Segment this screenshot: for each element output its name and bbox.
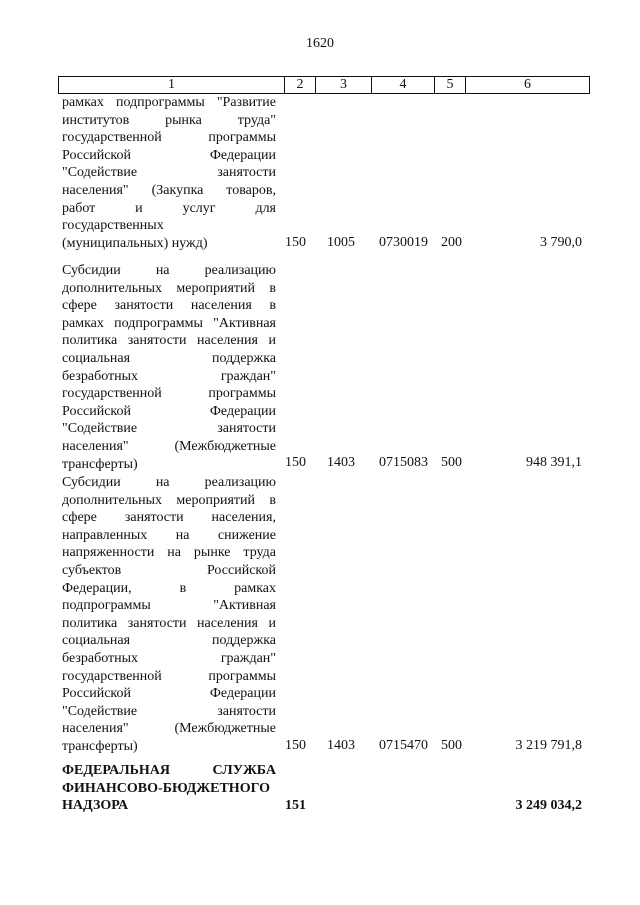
description-line: трансферты) [62, 456, 138, 472]
total-amount: 3 249 034,2 [515, 798, 582, 813]
description-line: социальная поддержка [62, 350, 276, 366]
header-col-5: 5 [446, 77, 454, 92]
description-line: субъектов Российской [62, 562, 276, 578]
amount: 3 790,0 [540, 235, 582, 250]
description-line: государственных [62, 218, 164, 234]
section-code: 1403 [327, 738, 355, 753]
description-line: социальная поддержка [62, 633, 276, 649]
description-line: ФЕДЕРАЛЬНАЯ СЛУЖБА [62, 763, 276, 778]
description-line: рамках подпрограммы "Активная [62, 315, 276, 331]
description-line: Федерации, в рамках [62, 580, 276, 596]
expense-type-code: 200 [441, 235, 462, 250]
total-description [62, 762, 276, 815]
description-line: направленных на снижение [62, 527, 276, 543]
description-line: сфере занятости населения, [62, 510, 276, 526]
table-header [58, 76, 590, 94]
description-line: Субсидии на реализацию [62, 263, 276, 278]
description-line: населения" (Межбюджетные [62, 721, 276, 737]
total-admin-code: 151 [285, 798, 306, 813]
description-line: "Содействие занятости [62, 703, 276, 719]
description-line: населения" (Закупка товаров, [62, 182, 276, 198]
section-code: 1403 [327, 455, 355, 470]
description-line: безработных граждан" [62, 650, 276, 666]
description-line: институтов рынка труда" [62, 112, 276, 128]
description-line: государственной программы [62, 130, 276, 146]
description-line: (муниципальных) нужд) [62, 235, 208, 251]
header-col-2: 2 [296, 77, 304, 92]
description-line: "Содействие занятости [62, 165, 276, 181]
page-number: 1620 [306, 36, 334, 51]
description-line: Российской Федерации [62, 403, 276, 419]
description-line: государственной программы [62, 668, 276, 684]
amount: 3 219 791,8 [515, 738, 582, 753]
row-description [62, 262, 276, 473]
admin-code: 150 [285, 455, 306, 470]
description-line: дополнительных мероприятий в [62, 280, 276, 296]
description-line: политика занятости населения и [62, 615, 276, 631]
target-code: 0730019 [379, 235, 428, 250]
description-line: Российской Федерации [62, 147, 276, 163]
description-line: политика занятости населения и [62, 333, 276, 349]
row-description [62, 474, 276, 756]
description-line: напряженности на рынке труда [62, 545, 276, 561]
description-line: населения" (Межбюджетные [62, 438, 276, 454]
target-code: 0715083 [379, 455, 428, 470]
description-line: работ и услуг для [62, 200, 276, 216]
description-line: подпрограммы "Активная [62, 598, 276, 614]
description-line: дополнительных мероприятий в [62, 492, 276, 508]
section-code: 1005 [327, 235, 355, 250]
description-line: "Содействие занятости [62, 421, 276, 437]
header-col-1: 1 [168, 77, 175, 92]
description-line: Субсидии на реализацию [62, 475, 276, 490]
row-description [62, 94, 276, 252]
description-line: сфере занятости населения в [62, 298, 276, 314]
expense-type-code: 500 [441, 738, 462, 753]
header-col-6: 6 [524, 77, 531, 92]
description-line: безработных граждан" [62, 368, 276, 384]
amount: 948 391,1 [526, 455, 582, 470]
admin-code: 150 [285, 235, 306, 250]
target-code: 0715470 [379, 738, 428, 753]
description-line: рамках подпрограммы "Развитие [62, 95, 276, 110]
description-line: Российской Федерации [62, 686, 276, 702]
admin-code: 150 [285, 738, 306, 753]
expense-type-code: 500 [441, 455, 462, 470]
description-line: ФИНАНСОВО-БЮДЖЕТНОГО [62, 780, 271, 796]
header-col-4: 4 [399, 77, 407, 92]
description-line: государственной программы [62, 386, 276, 402]
description-line: трансферты) [62, 738, 138, 754]
description-line: НАДЗОРА [62, 798, 129, 814]
header-col-3: 3 [340, 77, 347, 92]
